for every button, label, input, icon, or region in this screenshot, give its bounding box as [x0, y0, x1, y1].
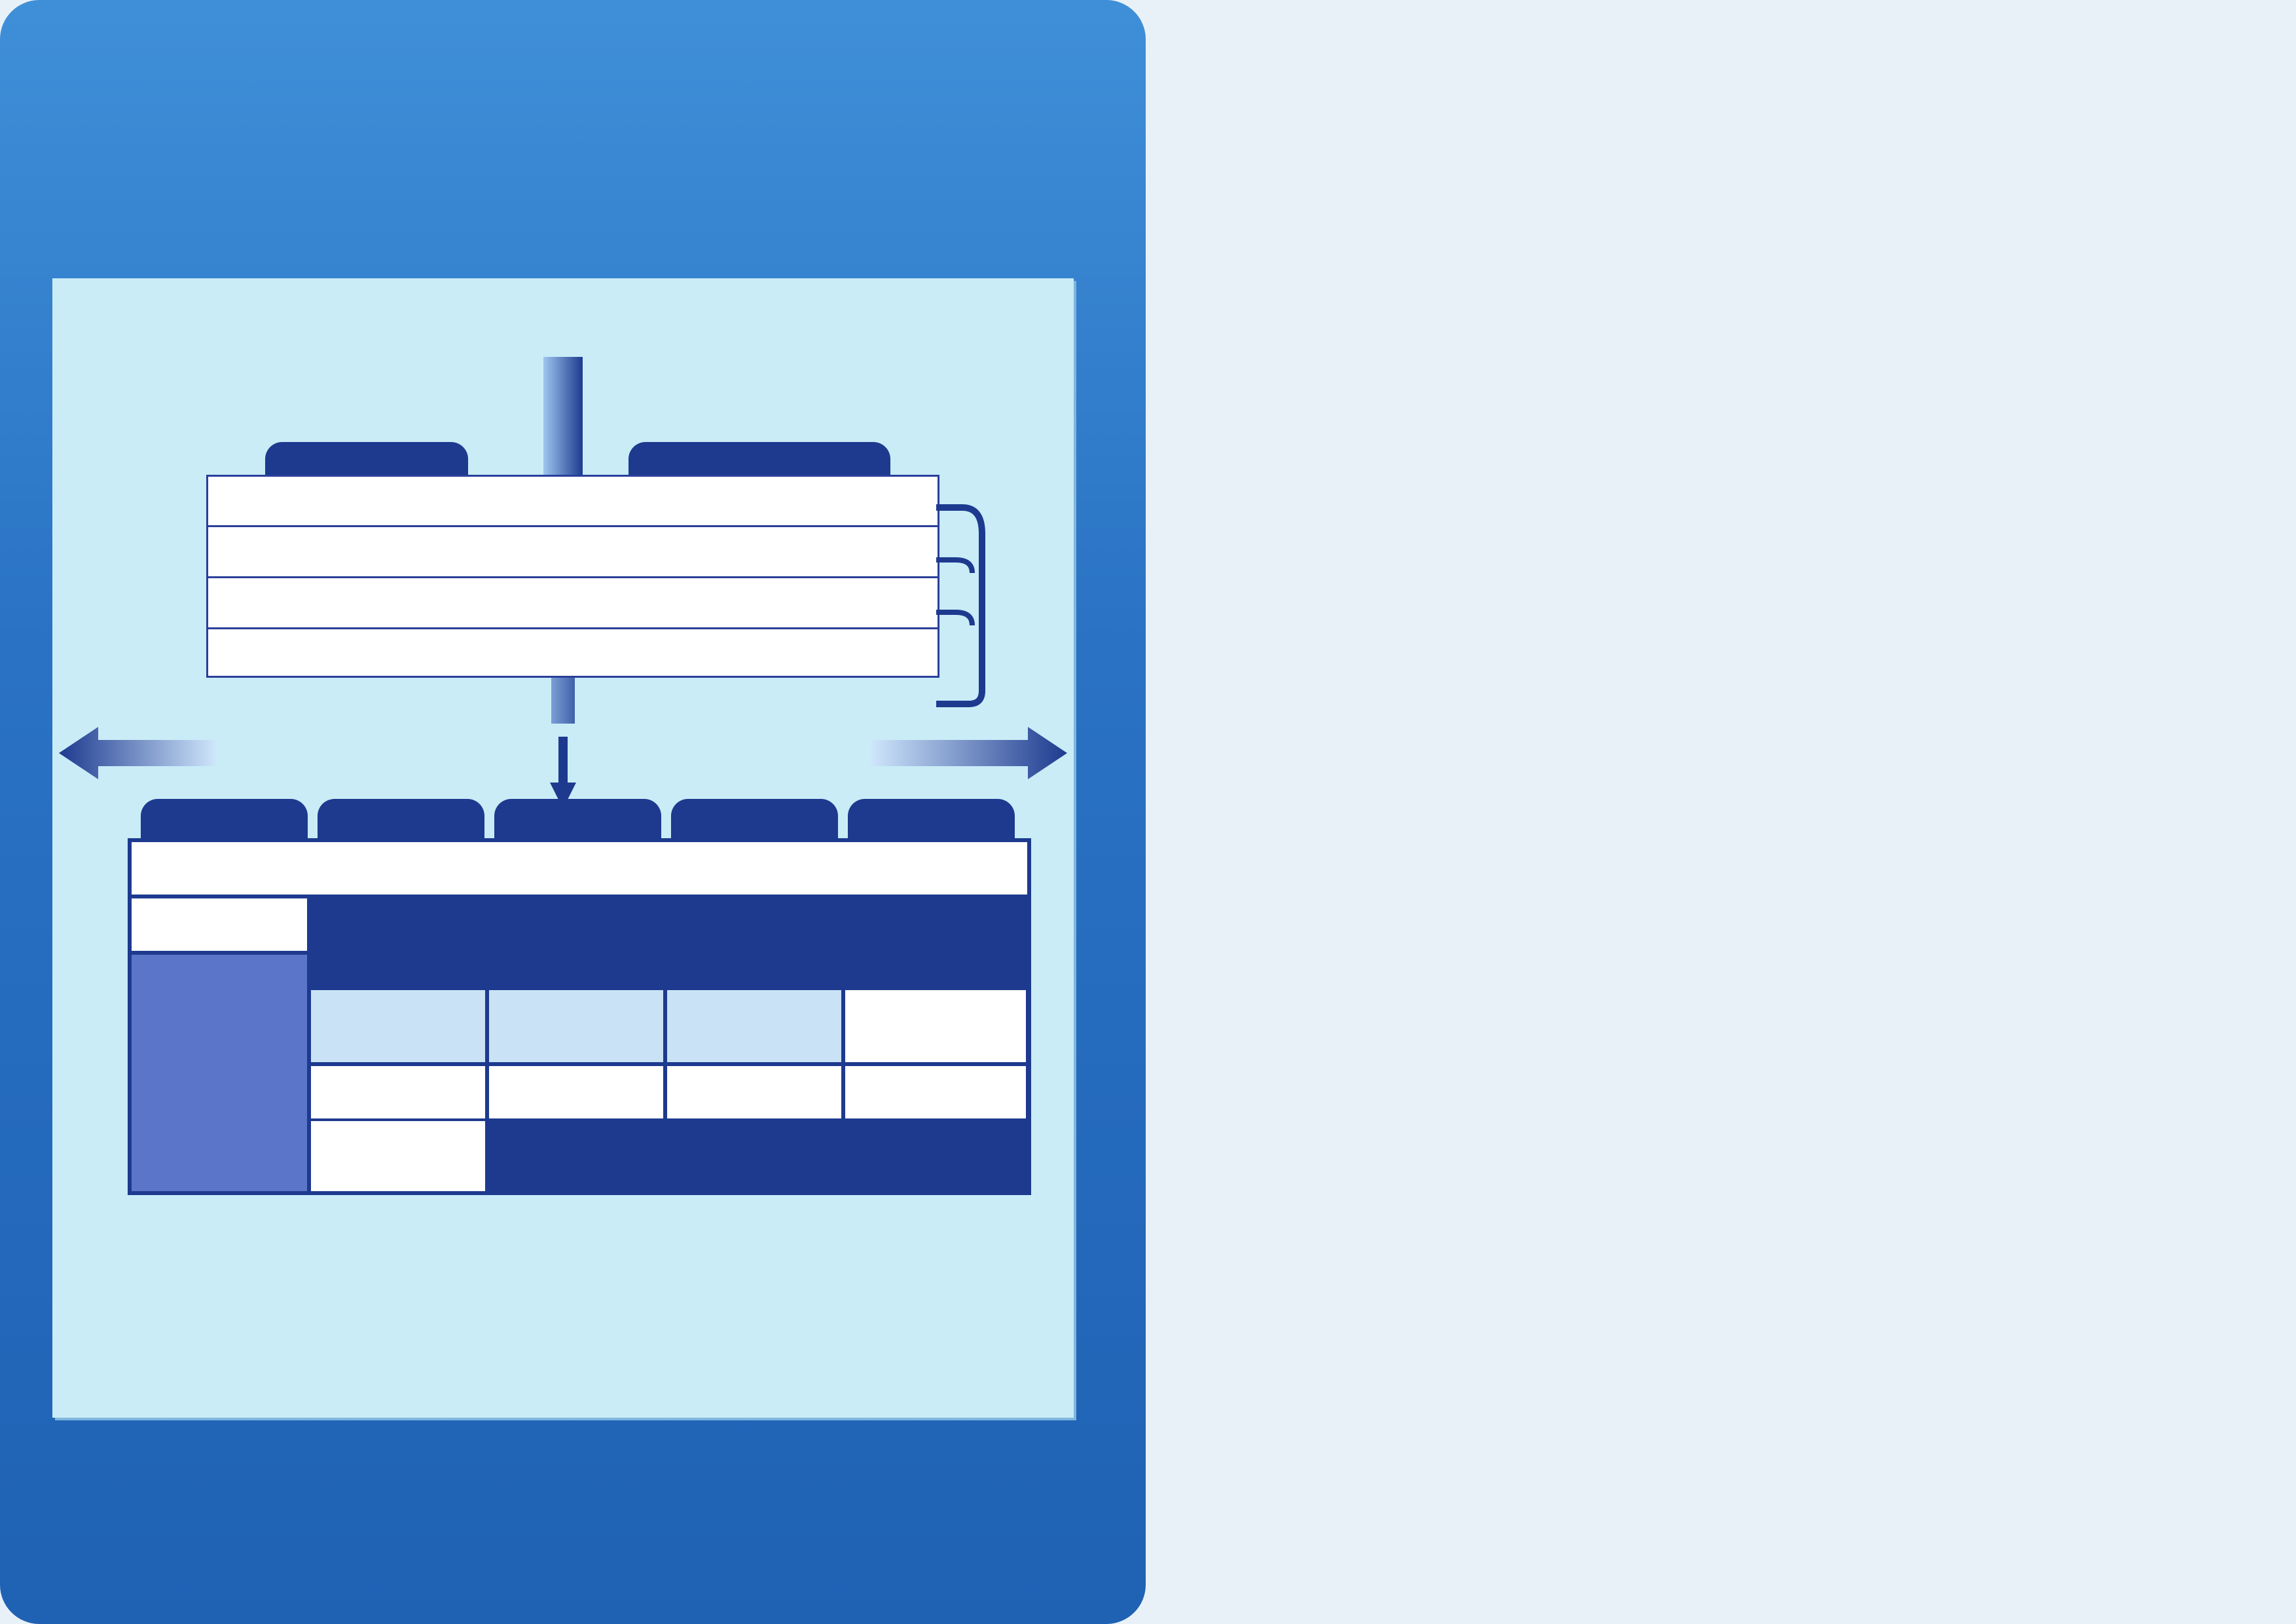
control-table: [206, 475, 939, 678]
horizontal-arrows: [59, 724, 1067, 783]
niveau-label: [265, 442, 468, 476]
palier-2: [318, 799, 484, 838]
palier-3: [494, 799, 661, 838]
palier-4: [671, 799, 838, 838]
bracket-arrows: [936, 494, 995, 717]
left-card: [0, 0, 1146, 1624]
palier-grid: [128, 838, 1031, 1195]
palier-1: [141, 799, 308, 838]
traitement-label: [629, 442, 890, 476]
palier-5: [848, 799, 1015, 838]
left-panel: [52, 278, 1074, 1418]
